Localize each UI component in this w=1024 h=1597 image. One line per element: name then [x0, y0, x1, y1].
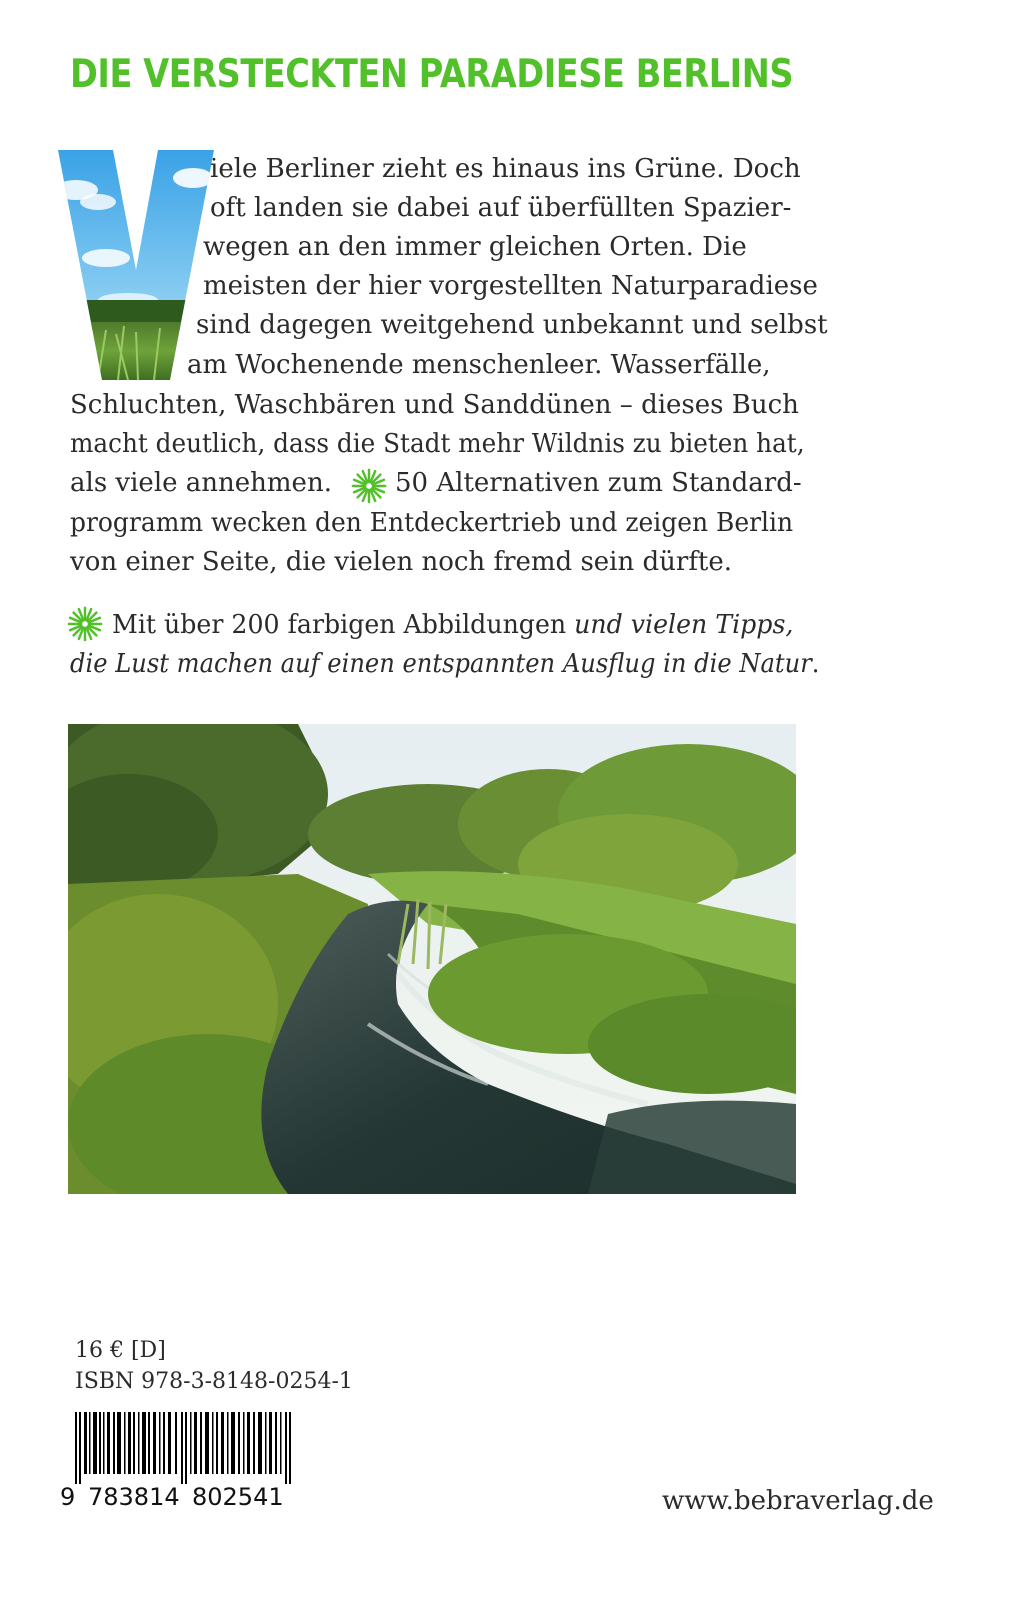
intro-line-10: 50 Alternativen zum Standard-: [395, 468, 802, 498]
river-photo: [68, 724, 796, 1194]
dropcap-letter-v: [58, 150, 216, 380]
feature-line-1: [112, 612, 793, 638]
green-burst-icon: [350, 467, 388, 505]
intro-line-7: Schluchten, Waschbären und Sanddünen – dieses Buch: [70, 390, 799, 420]
barcode-digit-first: 9: [60, 1483, 76, 1511]
feature-line-2: [70, 651, 819, 677]
feature-text-regular: Mit über 200 farbigen Abbildungen: [112, 610, 575, 640]
intro-line-1: iele Berliner zieht es hinaus ins Grüne. Doch: [210, 154, 801, 184]
intro-line-5: sind dagegen weitgehend unbekannt und selbst: [196, 310, 828, 340]
isbn: ISBN 978-3-8148-0254-1: [75, 1369, 353, 1394]
feature-text-period: .: [811, 649, 820, 679]
feature-text-italic: und vielen Tipps,: [574, 610, 794, 640]
intro-line-8: macht deutlich, dass die Stadt mehr Wildnis zu bieten hat,: [70, 429, 805, 459]
intro-line-12: von einer Seite, die vielen noch fremd sein dürfte.: [70, 547, 733, 577]
barcode-digits-right: 802541: [192, 1483, 284, 1511]
intro-line-6: am Wochenende menschenleer. Wasserfälle,: [187, 350, 771, 380]
intro-line-11: programm wecken den Entdeckertrieb und zeigen Berlin: [70, 508, 794, 538]
feature-text-italic-2: die Lust machen auf einen entspannten Ausflug in die Natur: [70, 649, 812, 679]
intro-line-2: oft landen sie dabei auf überfüllten Spazier-: [210, 193, 792, 223]
barcode: [75, 1412, 295, 1484]
publisher-website[interactable]: www.bebraverlag.de: [662, 1486, 934, 1516]
price: 16 € [D]: [75, 1338, 166, 1363]
intro-line-4: meisten der hier vorgestellten Naturparadiese: [203, 271, 818, 301]
barcode-digits-left: 783814: [88, 1483, 180, 1511]
green-burst-icon: [66, 605, 104, 643]
book-headline: DIE VERSTECKTEN PARADIESE BERLINS: [70, 52, 794, 97]
intro-line-3: wegen an den immer gleichen Orten. Die: [203, 232, 747, 262]
intro-line-9: als viele annehmen.: [70, 468, 332, 498]
